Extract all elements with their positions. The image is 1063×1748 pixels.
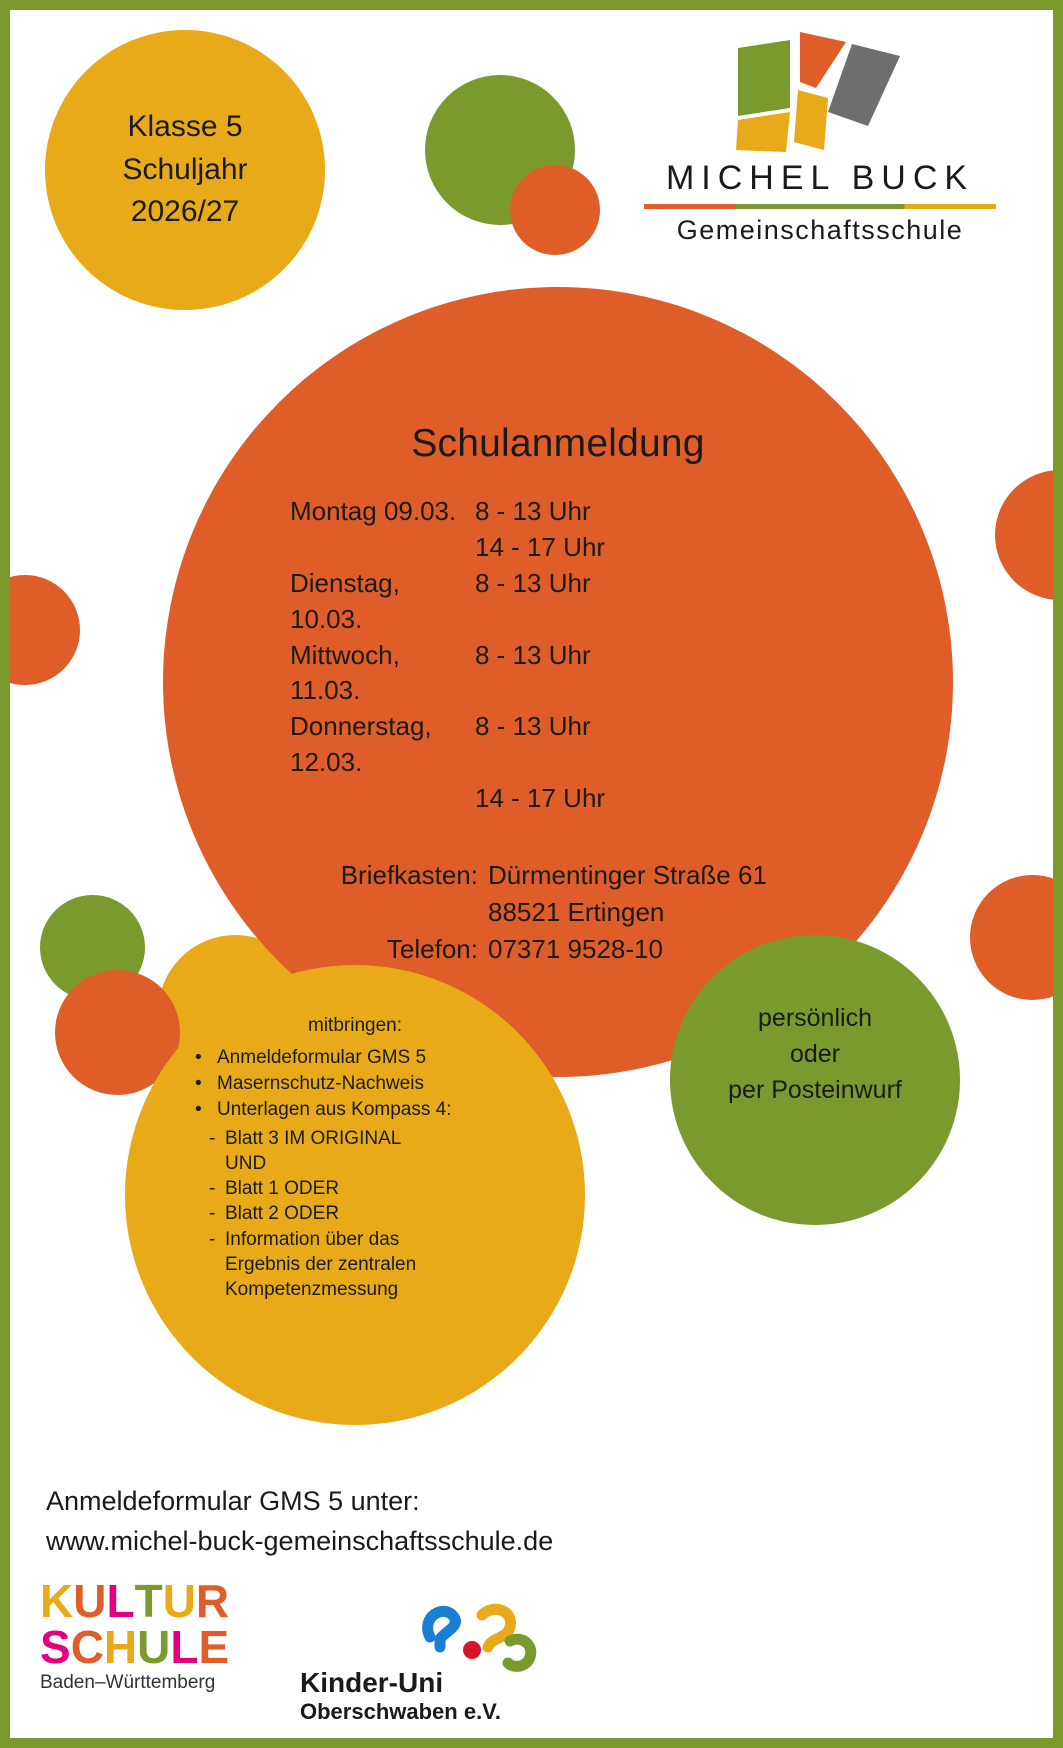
time-hours: 14 - 17 Uhr [475,531,606,562]
kinderuni-logo [300,1595,570,1725]
badge-line-schoolyear-value: 2026/27 [130,195,240,229]
logo-school-name: MICHEL BUCK [665,159,975,197]
decorative-circle-orange [510,165,600,255]
list-item: UND [225,1152,267,1174]
school-logo [610,30,1030,246]
logo-mark-icon [728,30,908,155]
time-hours: 8 - 13 Uhr [475,567,591,598]
time-row [163,530,953,566]
bring-along-list [125,1045,585,1124]
delivery-option-mail: per Posteinwurf [728,1076,902,1105]
time-hours: 14 - 17 Uhr [475,783,606,813]
kulturschule-line2: SCHULE [40,1620,230,1673]
contact-label [163,894,488,931]
decorative-circle-orange [995,470,1063,600]
badge-line-schoolyear-label: Schuljahr [122,152,248,186]
contact-label: Briefkasten: [340,859,478,890]
delivery-option-personal: persönlich [758,1003,872,1032]
kinderuni-mark-icon [410,1595,560,1673]
list-item: Ergebnis der zentralen [225,1253,417,1275]
contact-value: Dürmentinger Straße 61 [488,859,767,890]
list-item: - Blatt 1 ODER [207,1176,585,1201]
list-item: - Information über das [207,1227,585,1252]
delivery-options-circle [670,935,960,1225]
kulturschule-logo [40,1575,290,1694]
time-row [163,566,953,638]
time-row [163,638,953,710]
footer-form-note: Anmeldeformular GMS 5 unter: [46,1486,420,1516]
time-day: Mittwoch, 11.03. [290,639,400,706]
contact-row [163,857,953,894]
contact-row [163,894,953,931]
contact-value: 07371 9528-10 [488,933,663,964]
time-hours: 8 - 13 Uhr [475,639,591,670]
bring-along-content [125,965,585,1303]
page-title: Schulanmeldung [411,422,705,465]
bring-along-sublist [125,1126,585,1303]
list-item: • Anmeldeformular GMS 5 [185,1045,585,1071]
footer-website[interactable]: www.michel-buck-gemeinschaftsschule.de [46,1525,554,1556]
time-day [163,530,458,566]
time-day: Dienstag, 10.03. [290,567,400,634]
list-item: • Unterlagen aus Kompass 4: [185,1097,585,1123]
contact-label: Telefon: [386,933,478,964]
list-item: - Blatt 2 ODER [207,1201,585,1226]
decorative-circle-orange [970,875,1063,1000]
kulturschule-line3: Baden–Württemberg [40,1671,216,1693]
bring-along-title: mitbringen: [308,1015,402,1036]
time-hours: 8 - 13 Uhr [475,711,591,742]
list-item: - Blatt 3 IM ORIGINAL [207,1126,585,1151]
badge-line-class: Klasse 5 [127,110,243,144]
main-announcement-content [163,287,953,968]
kulturschule-line1: KULTUR [40,1575,230,1627]
time-day: Montag 09.03. [290,496,457,526]
time-hours: 8 - 13 Uhr [475,496,591,526]
logo-school-subtitle: Gemeinschaftsschule [676,215,964,245]
time-day: Donnerstag, 12.03. [290,711,432,778]
kinderuni-line1: Kinder-Uni [300,1667,444,1698]
contact-value: 88521 Ertingen [488,896,665,927]
list-item: • Masernschutz-Nachweis [185,1071,585,1097]
list-item: Kompetenzmessung [225,1279,399,1301]
footer-text [46,1482,553,1562]
logo-color-rule [644,204,996,209]
time-row [163,709,953,781]
registration-times-list [163,494,953,817]
decorative-circle-orange [0,575,80,685]
time-row [163,494,953,530]
kinderuni-line2: Oberschwaben e.V. [300,1699,501,1724]
time-day [163,781,458,817]
class-year-badge [45,30,325,310]
delivery-option-or: oder [789,1039,841,1068]
time-row [163,781,953,817]
